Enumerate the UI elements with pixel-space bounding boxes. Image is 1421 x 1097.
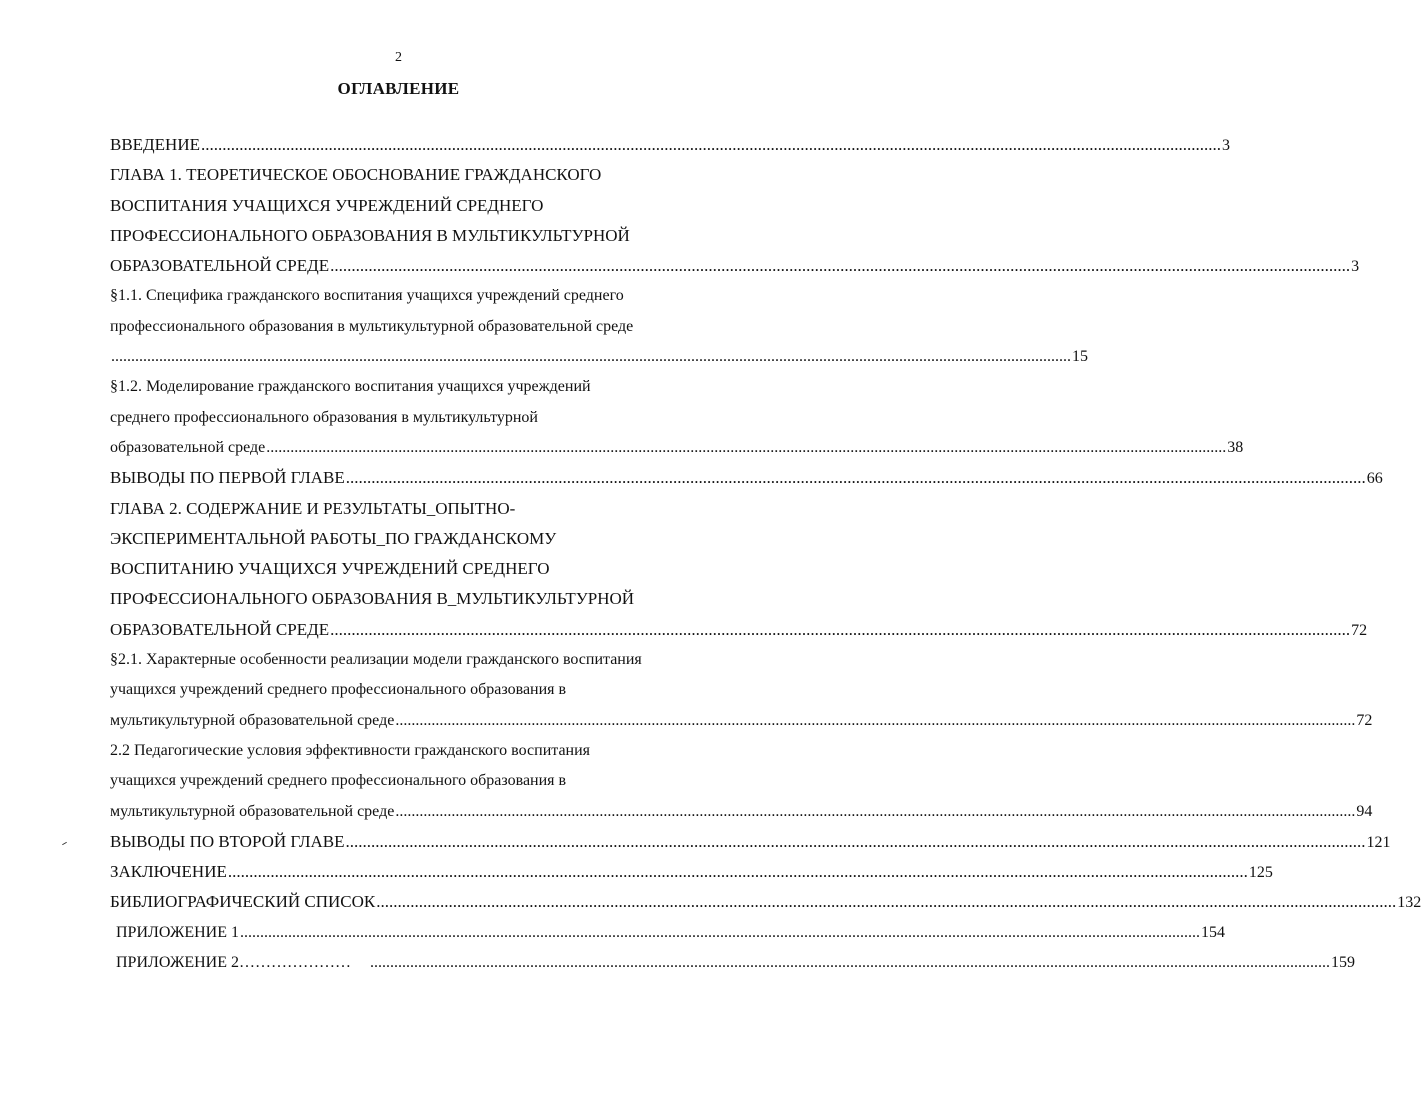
leader-dots: ………………… — [239, 954, 352, 972]
leader-dots — [266, 433, 1226, 463]
page-title: ОГЛАВЛЕНИЕ — [337, 79, 460, 98]
toc-entry-section-2-1-line — [110, 645, 740, 675]
leader-dots — [346, 827, 1366, 857]
toc-page-ref: 72 — [1351, 621, 1368, 639]
toc-entry-text: среднего профессионального образования в мультикультурной — [110, 408, 538, 426]
toc-entry-chapter2-line — [110, 584, 740, 614]
toc-entry-text: ГЛАВА 2. СОДЕРЖАНИЕ И РЕЗУЛЬТАТЫ_ОПЫТНО- — [110, 498, 516, 518]
toc-entry-section-1-2[interactable] — [110, 433, 1244, 463]
toc-entry-text: ЗАКЛЮЧЕНИЕ — [110, 862, 227, 882]
toc-entry-conclusion[interactable] — [110, 857, 1273, 887]
toc-entry-chapter1-line — [110, 160, 740, 190]
leader-dots — [330, 251, 1350, 281]
toc-entry-text: учащихся учреждений среднего профессионального образования в — [110, 681, 567, 699]
toc-entry-section-1-2-line — [110, 403, 740, 433]
toc-entry-text: §1.2. Моделирование гражданского воспитания учащихся учреждений — [110, 378, 591, 396]
toc-entry-text: ЭКСПЕРИМЕНТАЛЬНОЙ РАБОТЫ_ПО ГРАЖДАНСКОМУ — [110, 528, 557, 548]
toc-entry-text: §1.1. Специфика гражданского воспитания учащихся учреждений среднего — [110, 287, 624, 305]
toc-entry-text: 2.2 Педагогические условия эффективности гражданского воспитания — [110, 741, 591, 759]
table-of-contents — [110, 130, 1421, 978]
toc-entry-text: ОБРАЗОВАТЕЛЬНОЙ СРЕДЕ — [110, 619, 330, 639]
toc-page-ref: 121 — [1366, 833, 1391, 851]
toc-entry-section-2-2[interactable] — [110, 797, 1373, 827]
toc-entry-text: учащихся учреждений среднего профессионального образования в — [110, 772, 567, 790]
leader-dots — [370, 948, 1330, 978]
toc-entry-text: ГЛАВА 1. ТЕОРЕТИЧЕСКОЕ ОБОСНОВАНИЕ ГРАЖДАНСКОГО — [110, 165, 602, 185]
toc-entry-chapter2[interactable] — [110, 615, 1368, 645]
toc-entry-chapter2-line — [110, 524, 740, 554]
leader-dots — [376, 887, 1396, 917]
toc-entry-conclusions-chapter2[interactable] — [110, 827, 1391, 857]
toc-entry-appendix-1[interactable] — [110, 918, 1226, 948]
toc-page-ref: 159 — [1331, 954, 1356, 972]
toc-entry-chapter1-line — [110, 221, 740, 251]
leader-dots — [228, 857, 1248, 887]
toc-entry-section-2-2-line — [110, 736, 740, 766]
toc-entry-text: мультикультурной образовательной среде — [110, 802, 395, 820]
toc-page-ref: 3 — [1351, 258, 1360, 276]
toc-entry-text: §2.1. Характерные особенности реализации модели гражданского воспитания — [110, 651, 642, 669]
toc-entry-text: ПРОФЕССИОНАЛЬНОГО ОБРАЗОВАНИЯ В_МУЛЬТИКУЛЬТУРНОЙ — [110, 589, 635, 609]
toc-entry-text: ВЫВОДЫ ПО ПЕРВОЙ ГЛАВЕ — [110, 468, 345, 488]
leader-dots — [395, 706, 1355, 736]
toc-entry-text: ПРОФЕССИОНАЛЬНОГО ОБРАЗОВАНИЯ В МУЛЬТИКУЛЬТУРНОЙ — [110, 225, 630, 245]
toc-entry-section-1-1-line — [110, 281, 740, 311]
leader-dots — [240, 918, 1200, 948]
page-number: 2 — [395, 50, 402, 65]
leader-dots — [111, 342, 1071, 372]
toc-entry-chapter2-line — [110, 554, 740, 584]
toc-entry-text: ПРИЛОЖЕНИЕ 2 — [116, 954, 240, 972]
toc-entry-chapter2-line — [110, 494, 740, 524]
toc-entry-conclusions-chapter1[interactable] — [110, 463, 1383, 493]
leader-dots — [201, 130, 1221, 160]
leader-dots — [346, 463, 1366, 493]
toc-entry-text: мультикультурной образовательной среде — [110, 711, 395, 729]
toc-entry-section-2-1-line — [110, 675, 740, 705]
toc-page-ref: 15 — [1072, 348, 1088, 366]
toc-entry-appendix-2[interactable] — [110, 948, 1356, 978]
toc-entry-text: БИБЛИОГРАФИЧЕСКИЙ СПИСОК — [110, 892, 376, 912]
scan-mark — [62, 842, 67, 845]
toc-page-ref: 132 — [1397, 894, 1421, 912]
toc-entry-text: ВЫВОДЫ ПО ВТОРОЙ ГЛАВЕ — [110, 831, 345, 851]
toc-entry-section-2-2-line — [110, 766, 740, 796]
toc-entry-text: ОБРАЗОВАТЕЛЬНОЙ СРЕДЕ — [110, 256, 330, 276]
toc-entry-text: ПРИЛОЖЕНИЕ 1 — [116, 923, 240, 941]
toc-page-ref: 154 — [1201, 923, 1226, 941]
toc-entry-section-1-1-line — [110, 312, 740, 342]
toc-page-ref: 38 — [1227, 438, 1244, 456]
toc-entry-section-1-1[interactable] — [110, 342, 1088, 372]
toc-page-ref: 125 — [1248, 864, 1273, 882]
toc-entry-text: образовательной среде — [110, 438, 266, 456]
toc-entry-text: ВВЕДЕНИЕ — [110, 135, 200, 154]
toc-page-ref: 94 — [1356, 802, 1373, 820]
toc-entry-chapter1-line — [110, 191, 740, 221]
toc-entry-intro[interactable] — [110, 130, 1230, 160]
toc-page-ref: 3 — [1221, 137, 1230, 154]
toc-entry-section-1-2-line — [110, 372, 740, 402]
toc-page-ref: 72 — [1356, 711, 1373, 729]
toc-entry-section-2-1[interactable] — [110, 706, 1373, 736]
toc-entry-text: профессионального образования в мультикультурной образовательной среде — [110, 317, 634, 335]
toc-entry-text: ВОСПИТАНИЯ УЧАЩИХСЯ УЧРЕЖДЕНИЙ СРЕДНЕГО — [110, 195, 544, 215]
toc-entry-bibliography[interactable] — [110, 887, 1421, 917]
toc-page-ref: 66 — [1366, 470, 1383, 488]
leader-dots — [330, 615, 1350, 645]
leader-dots — [395, 797, 1355, 827]
toc-entry-chapter1[interactable] — [110, 251, 1360, 281]
toc-entry-text: ВОСПИТАНИЮ УЧАЩИХСЯ УЧРЕЖДЕНИЙ СРЕДНЕГО — [110, 559, 550, 579]
